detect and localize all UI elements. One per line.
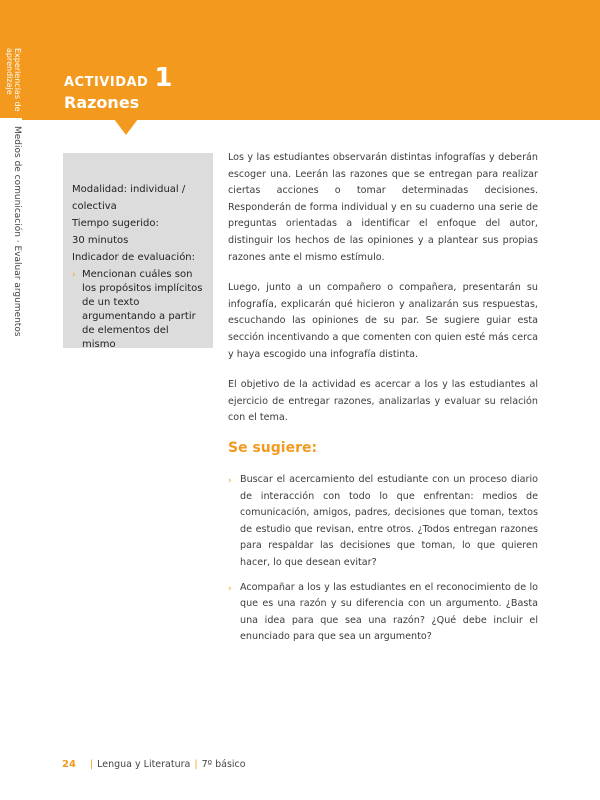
footer-separator: | xyxy=(89,759,94,770)
suggest-item-text: Buscar el acercamiento del estudiante con un proceso diario de interacción con todo lo que enfrentan: medios de comunicación, amigos, padres, decisiones que toman, textos de estudio que revisan, entre otros. ¿Todos entregan razones para respaldar las decisiones que toman, lo que quieren hacer, lo que desean evitar? xyxy=(240,474,538,568)
page-footer xyxy=(62,759,246,770)
activity-number: 1 xyxy=(154,63,173,93)
paragraph: Los y las estudiantes observarán distintas infografías y deberán escoger una. Leerán las razones que se entregan para realizar ciertas acciones o tomar determinadas decisiones. Responderán de forma individual y en su cuaderno una serie de preguntas orientadas a identificar el enfoque del autor, distinguir los hechos de las opiniones y a plantear sus propias razones ante el mismo estímulo. xyxy=(228,152,538,263)
tiempo-value: 30 minutos xyxy=(72,235,129,246)
paragraph: Luego, junto a un compañero o compañera, presentarán su infografía, explicarán qué hicieron y analizarán sus respuestas, escuchando las opiniones de su par. Se sugiere guiar esta sección incentivando a que comenten con quien esté más cerca y haya escogido una infografía distinta. xyxy=(228,282,538,360)
modalidad-label: Modalidad: xyxy=(72,184,127,195)
side-strip xyxy=(0,0,22,800)
suggest-item-text: Acompañar a los y las estudiantes en el reconocimiento de lo que es una razón y su diferencia con un argumento. ¿Basta una idea para que sea una razón? ¿Qué debe incluir el enunciado para que sea un argumento? xyxy=(240,581,538,643)
indicador-label: Indicador de evaluación: xyxy=(72,252,196,263)
footer-separator: | xyxy=(194,759,198,770)
suggest-list xyxy=(228,472,538,654)
side-section-label: Experiencias de aprendizaje xyxy=(5,48,22,112)
bullet-arrow-icon: › xyxy=(72,270,76,280)
footer-subject: Lengua y Literatura xyxy=(97,759,191,770)
activity-word: ACTIVIDAD xyxy=(64,75,149,90)
activity-label xyxy=(64,63,172,93)
header-notch xyxy=(114,119,138,135)
info-box xyxy=(63,153,213,348)
indicador-item-text: Mencionan cuáles son los propósitos implícitos de un texto argumentando a partir de elementos del mismo xyxy=(82,269,203,350)
side-unit-label: Medios de comunicación · Evaluar argumentos xyxy=(12,126,22,337)
suggest-heading: Se sugiere: xyxy=(228,440,318,456)
tiempo-label: Tiempo sugerido: xyxy=(72,218,159,229)
activity-title: Razones xyxy=(64,93,140,112)
bullet-arrow-icon: › xyxy=(228,476,232,486)
main-text xyxy=(228,150,538,441)
bullet-arrow-icon: › xyxy=(228,583,232,594)
indicador-list xyxy=(72,268,204,352)
modalidad-line xyxy=(72,181,204,215)
suggest-item xyxy=(228,472,538,572)
footer-grade: 7º básico xyxy=(201,759,246,770)
paragraph: El objetivo de la actividad es acercar a los y las estudiantes al ejercicio de entregar razones, analizarlas y evaluar su relación con el tema. xyxy=(228,379,538,424)
suggest-item xyxy=(228,580,538,646)
page-number: 24 xyxy=(62,759,76,770)
indicador-item xyxy=(72,268,204,352)
modalidad-value: individual / colectiva xyxy=(72,184,186,212)
